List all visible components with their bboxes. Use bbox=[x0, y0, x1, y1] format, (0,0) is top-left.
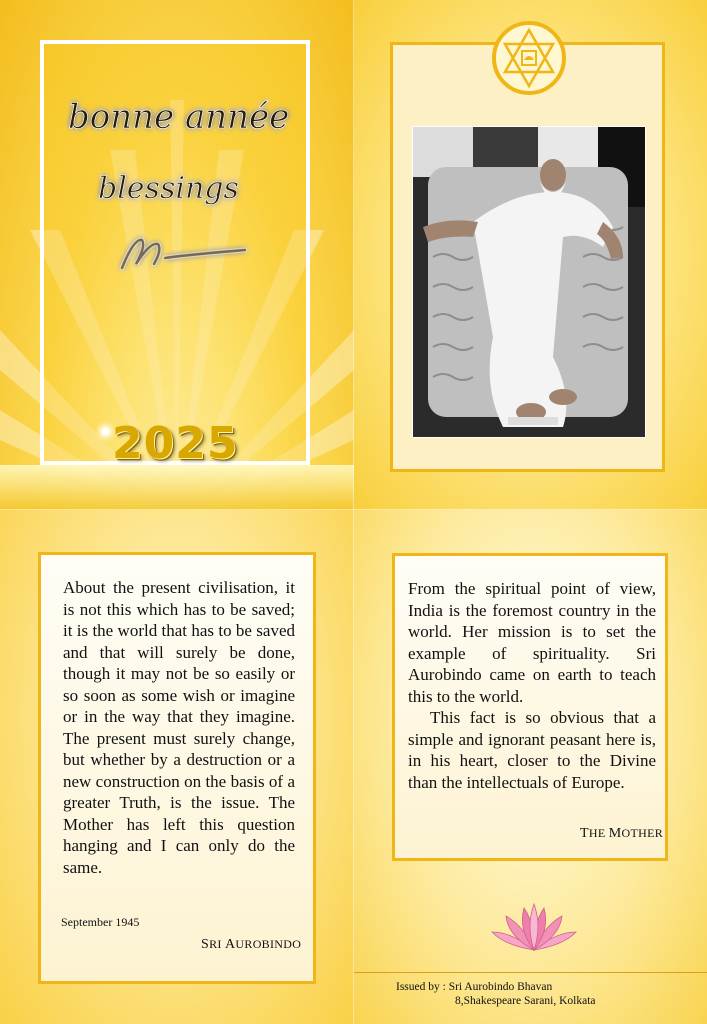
quote-frame-left bbox=[38, 552, 316, 984]
photo-panel bbox=[354, 0, 707, 510]
quote-paragraph-2: This fact is so obvious that a simple and ignorant peasant here is, in his heart, closer to the Divine than the intellectuals of Europe. bbox=[408, 708, 656, 792]
quote-paragraph: About the present civilisation, it is not this which has to be saved; it is the world that has to be saved and that will surely be done, though it may not be so easily or so soon as some wish or imagine or in the way that they imagine. The present must surely change, but whether by a destruction or a new construction on the basis of a greater Truth, is the issue. The Mother has left this question hanging and I can only do the same. bbox=[63, 578, 295, 877]
quote-frame-right bbox=[392, 553, 668, 861]
cover-glow-base bbox=[0, 465, 354, 510]
quote-paragraph-1: From the spiritual point of view, India is the foremost country in the world. Her mission is to set the example of spirituality. Sri Aurobindo came on earth to teach this to the world. bbox=[408, 579, 656, 706]
issued-line-1: Issued by : Sri Aurobindo Bhavan bbox=[396, 981, 553, 993]
fold-line-vertical bbox=[353, 0, 354, 1024]
author-the-mother: THE MOTHER bbox=[580, 826, 664, 841]
issued-by bbox=[396, 980, 596, 1008]
quote-panel-left bbox=[0, 510, 354, 1024]
sri-aurobindo-symbol-icon bbox=[491, 20, 567, 96]
issued-divider bbox=[354, 972, 707, 973]
issued-line-2: 8,Shakespeare Sarani, Kolkata bbox=[455, 995, 596, 1007]
sparkle-dot bbox=[102, 428, 109, 435]
lotus-flower-icon bbox=[489, 900, 579, 960]
year-2025: 2025 bbox=[112, 418, 239, 469]
quote-panel-right bbox=[354, 510, 707, 1024]
author-sri-aurobindo: SRI AUROBINDO bbox=[201, 937, 302, 952]
quote-text-aurobindo bbox=[63, 577, 295, 878]
script-blessings: blessings bbox=[98, 171, 239, 206]
script-bonne-annee: bonne année bbox=[68, 97, 290, 137]
portrait-photo bbox=[412, 126, 646, 438]
handwritten-greeting bbox=[0, 0, 354, 300]
fold-line-horizontal bbox=[0, 509, 707, 510]
quote-text-mother bbox=[408, 578, 656, 793]
cover-panel bbox=[0, 0, 354, 510]
quote-date: September 1945 bbox=[61, 915, 140, 929]
